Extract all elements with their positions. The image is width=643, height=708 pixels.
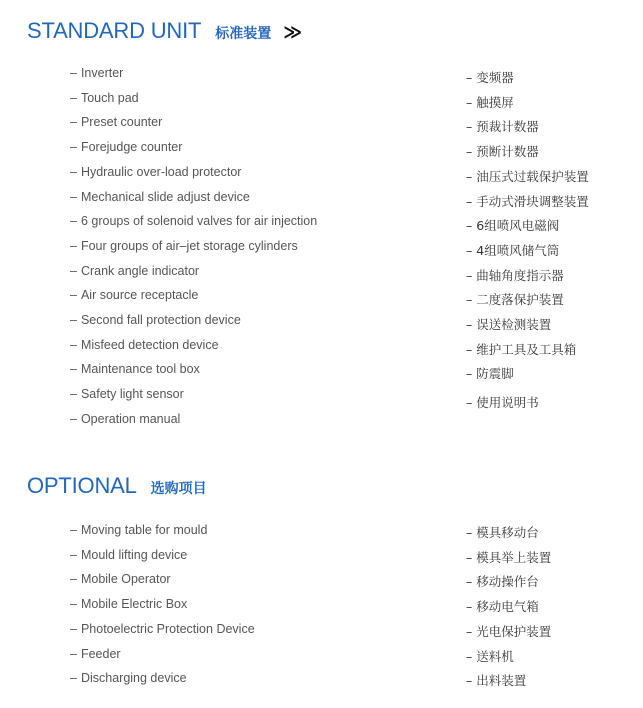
list-dash: – — [70, 621, 77, 636]
standard-item-en-text: Hydraulic over-load protector — [80, 164, 242, 179]
standard-item-cn-text: 预裁计数器 — [476, 119, 539, 135]
optional-item-cn — [466, 572, 539, 590]
standard-unit-title-en: STANDARD UNIT — [27, 18, 202, 43]
standard-item-en — [70, 115, 162, 129]
standard-item-en-text: Preset counter — [80, 115, 163, 130]
list-dash: – — [70, 189, 77, 204]
list-dash: – — [70, 547, 77, 562]
standard-item-en — [70, 387, 184, 401]
list-dash: – — [70, 572, 77, 587]
standard-item-en — [70, 140, 182, 154]
standard-item-en — [70, 214, 317, 228]
list-dash: – — [70, 646, 77, 661]
standard-item-cn — [466, 192, 589, 210]
standard-item-cn — [466, 340, 576, 358]
list-dash: – — [466, 267, 473, 283]
list-dash: – — [70, 66, 77, 80]
standard-item-cn — [466, 93, 514, 111]
list-dash: – — [466, 366, 473, 382]
list-dash: – — [466, 168, 473, 184]
optional-item-en — [70, 523, 207, 537]
optional-item-cn-text: 出料装置 — [476, 673, 527, 689]
standard-item-cn-text: 触摸屏 — [476, 94, 514, 110]
standard-item-en — [70, 66, 123, 80]
standard-item-cn-text: 油压式过载保护装置 — [476, 168, 589, 184]
optional-item-cn — [466, 597, 539, 615]
standard-item-en — [70, 91, 139, 105]
optional-item-cn-text: 模具举上装置 — [476, 549, 552, 565]
standard-item-en-text: Four groups of air–jet storage cylinders — [80, 238, 298, 253]
list-dash: – — [466, 193, 473, 209]
list-dash: – — [70, 671, 77, 686]
optional-item-cn — [466, 622, 551, 640]
list-dash: – — [70, 523, 77, 537]
standard-item-cn-text: 二度落保护装置 — [476, 292, 564, 308]
standard-item-en-text: Mechanical slide adjust device — [80, 189, 250, 204]
optional-item-en-text: Mould lifting device — [80, 547, 188, 562]
list-dash: – — [466, 673, 473, 689]
standard-item-en-text: Maintenance tool box — [80, 362, 200, 377]
optional-item-en-text: Mobile Operator — [80, 572, 171, 587]
optional-item-cn-text: 送料机 — [476, 648, 514, 664]
list-dash: – — [466, 242, 473, 258]
list-dash: – — [466, 94, 473, 110]
list-dash: – — [70, 387, 77, 402]
optional-item-en — [70, 548, 187, 562]
standard-item-en — [70, 288, 198, 302]
list-dash: – — [70, 337, 77, 352]
standard-item-cn — [466, 266, 564, 284]
standard-item-cn-text: 使用说明书 — [476, 395, 539, 411]
standard-item-en — [70, 239, 298, 253]
standard-item-cn — [466, 393, 539, 411]
standard-item-en — [70, 313, 241, 327]
standard-item-cn — [466, 364, 514, 382]
optional-item-cn — [466, 647, 514, 665]
list-dash: – — [466, 70, 473, 85]
list-dash: – — [70, 90, 77, 105]
optional-item-cn-text: 移动电气箱 — [476, 599, 539, 615]
standard-item-cn — [466, 315, 551, 333]
standard-unit-header — [27, 18, 302, 44]
standard-item-en-text: Crank angle indicator — [80, 263, 200, 278]
list-dash: – — [466, 599, 473, 615]
standard-item-cn — [466, 167, 589, 185]
optional-item-cn — [466, 523, 539, 541]
list-dash: – — [466, 395, 473, 411]
optional-item-cn — [466, 548, 551, 566]
standard-item-en-text: Touch pad — [80, 90, 139, 105]
standard-item-en-text: Second fall protection device — [80, 313, 241, 327]
standard-item-cn — [466, 68, 514, 86]
optional-item-en — [70, 671, 187, 685]
standard-item-en — [70, 165, 241, 179]
optional-item-cn-text: 移动操作台 — [476, 574, 539, 590]
standard-item-en-text: Air source receptacle — [80, 288, 199, 303]
list-dash: – — [70, 411, 77, 426]
optional-item-en — [70, 572, 171, 586]
optional-item-cn-text: 光电保护装置 — [476, 623, 552, 639]
standard-item-cn-text: 曲轴角度指示器 — [476, 267, 564, 283]
standard-item-en-text: 6 groups of solenoid valves for air injection — [80, 214, 318, 229]
standard-item-en — [70, 338, 219, 352]
optional-item-en-text: Mobile Electric Box — [80, 597, 188, 612]
standard-item-en-text: Safety light sensor — [80, 387, 184, 402]
list-dash: – — [466, 317, 473, 332]
standard-item-cn-text: 手动式滑块调整装置 — [476, 193, 589, 209]
standard-item-cn-text: 维护工具及工具箱 — [476, 341, 577, 357]
standard-item-en-text: Forejudge counter — [80, 140, 183, 155]
optional-item-en-text: Moving table for mould — [80, 523, 208, 537]
standard-item-cn — [466, 241, 559, 259]
list-dash: – — [466, 525, 473, 540]
double-chevron-right-icon: ≫ — [283, 22, 303, 43]
list-dash: – — [466, 119, 473, 135]
standard-item-cn — [466, 142, 539, 160]
optional-item-cn — [466, 671, 526, 689]
list-dash: – — [466, 218, 473, 234]
optional-item-cn-text: 模具移动台 — [476, 525, 539, 540]
standard-item-cn-text: 4组喷风储气筒 — [476, 242, 560, 258]
list-dash: – — [70, 238, 77, 253]
optional-item-en-text: Feeder — [80, 646, 121, 661]
standard-item-cn — [466, 290, 564, 308]
list-dash: – — [466, 292, 473, 308]
list-dash: – — [466, 623, 473, 639]
list-dash: – — [70, 140, 77, 155]
optional-header — [27, 473, 207, 499]
standard-item-en — [70, 412, 180, 426]
list-dash: – — [466, 549, 473, 565]
standard-item-en-text: Inverter — [80, 66, 124, 80]
list-dash: – — [70, 115, 77, 130]
list-dash: – — [466, 341, 473, 357]
standard-item-cn-text: 预断计数器 — [476, 144, 539, 160]
standard-item-cn-text: 6组喷风电磁阀 — [476, 218, 560, 234]
standard-item-en — [70, 264, 199, 278]
standard-item-en — [70, 362, 200, 376]
optional-item-en — [70, 597, 187, 611]
optional-item-en-text: Discharging device — [80, 671, 187, 686]
standard-item-cn-text: 变频器 — [476, 70, 514, 85]
standard-item-cn-text: 误送检测装置 — [476, 317, 552, 332]
list-dash: – — [70, 164, 77, 179]
standard-item-cn — [466, 216, 559, 234]
standard-item-en-text: Misfeed detection device — [80, 337, 219, 352]
optional-item-en-text: Photoelectric Protection Device — [80, 621, 255, 636]
list-dash: – — [70, 288, 77, 303]
list-dash: – — [70, 597, 77, 612]
standard-item-cn-text: 防震脚 — [476, 366, 514, 382]
standard-item-cn — [466, 117, 539, 135]
standard-unit-title-cn: 标准装置 — [215, 26, 272, 42]
optional-title-en: OPTIONAL — [27, 473, 137, 498]
list-dash: – — [466, 574, 473, 590]
list-dash: – — [466, 648, 473, 664]
optional-item-en — [70, 622, 255, 636]
list-dash: – — [70, 313, 77, 327]
standard-item-en — [70, 190, 250, 204]
list-dash: – — [70, 214, 77, 229]
list-dash: – — [466, 144, 473, 160]
list-dash: – — [70, 362, 77, 377]
optional-title-cn: 选购项目 — [150, 481, 207, 497]
standard-item-en-text: Operation manual — [80, 411, 181, 426]
list-dash: – — [70, 263, 77, 278]
optional-item-en — [70, 647, 121, 661]
